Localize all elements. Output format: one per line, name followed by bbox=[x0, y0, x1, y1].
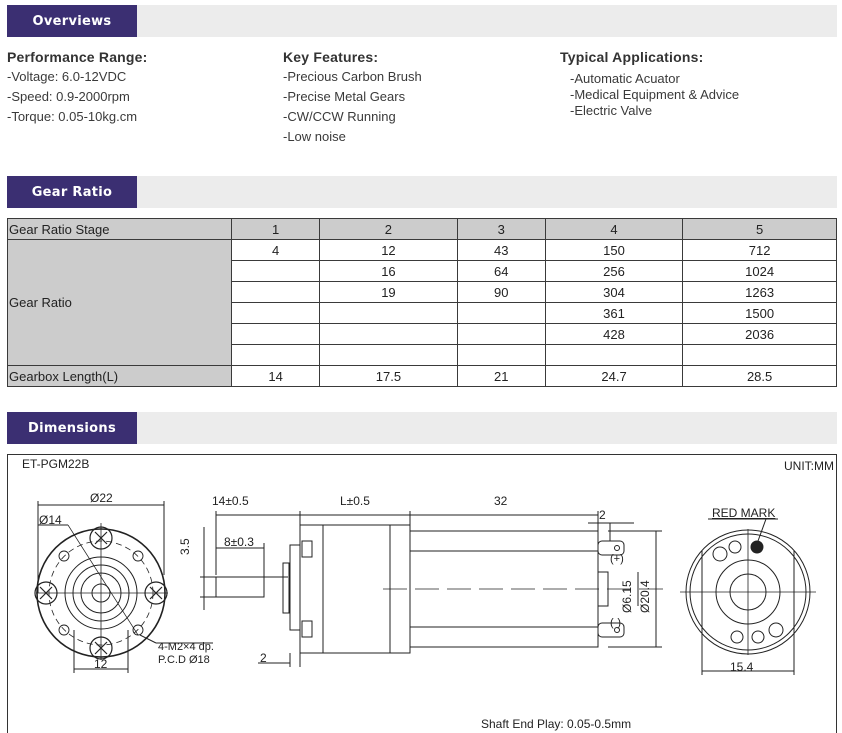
performance-item: -Torque: 0.05-10kg.cm bbox=[7, 109, 138, 124]
table-row bbox=[8, 366, 837, 387]
key-features bbox=[283, 48, 422, 147]
side-view bbox=[200, 511, 668, 667]
ratio-cell bbox=[232, 324, 320, 345]
pcd-note: P.C.D Ø18 bbox=[158, 654, 210, 666]
performance-item: -Voltage: 6.0-12VDC bbox=[7, 69, 127, 84]
application-item: -Electric Valve bbox=[570, 103, 653, 118]
feature-item: -Low noise bbox=[283, 129, 346, 144]
ratio-cell bbox=[320, 324, 457, 345]
feature-item: -Precious Carbon Brush bbox=[283, 69, 422, 84]
screw-note: 4-M2×4 dp. bbox=[158, 641, 214, 653]
performance-title: Performance Range: bbox=[7, 49, 148, 65]
gearbox-length-label: L±0.5 bbox=[340, 494, 370, 508]
ratio-cell: 304 bbox=[545, 282, 682, 303]
dimensions-tab: Dimensions bbox=[7, 412, 137, 444]
shaft-diameter-label bbox=[178, 538, 192, 555]
ratio-cell: 90 bbox=[457, 282, 545, 303]
motor-length-label: 32 bbox=[494, 494, 508, 508]
application-item: -Medical Equipment & Advice bbox=[570, 87, 740, 102]
boss-diameter-label: Ø6.15 bbox=[620, 580, 634, 613]
model-label: ET-PGM22B bbox=[22, 457, 90, 471]
feature-item: -CW/CCW Running bbox=[283, 109, 396, 124]
ratio-cell: 150 bbox=[545, 240, 682, 261]
red-mark-label: RED MARK bbox=[712, 506, 776, 520]
flat-length-label: 8±0.3 bbox=[224, 535, 254, 549]
stage-label: Gear Ratio Stage bbox=[8, 219, 232, 240]
ratio-cell: 712 bbox=[683, 240, 837, 261]
features-title: Key Features: bbox=[283, 49, 379, 65]
feature-item: -Precise Metal Gears bbox=[283, 89, 406, 104]
ratio-cell bbox=[320, 303, 457, 324]
ratio-label: Gear Ratio bbox=[8, 240, 232, 366]
motor-drawing-svg bbox=[8, 455, 838, 733]
ratio-cell: 256 bbox=[545, 261, 682, 282]
stage-cell: 1 bbox=[232, 219, 320, 240]
gear-ratio-section-bar bbox=[7, 176, 837, 208]
ratio-cell bbox=[683, 345, 837, 366]
outer-diameter-label: Ø22 bbox=[90, 491, 113, 505]
ratio-cell: 361 bbox=[545, 303, 682, 324]
table-row bbox=[8, 240, 837, 261]
gear-ratio-tab: Gear Ratio bbox=[7, 176, 137, 208]
ratio-cell: 4 bbox=[232, 240, 320, 261]
ratio-cell bbox=[232, 282, 320, 303]
front-width-label: 12 bbox=[94, 657, 108, 671]
performance-item: -Speed: 0.9-2000rpm bbox=[7, 89, 130, 104]
applications-title: Typical Applications: bbox=[560, 49, 704, 65]
length-cell: 17.5 bbox=[320, 366, 457, 387]
stage-cell: 5 bbox=[683, 219, 837, 240]
overviews-tab: Overviews bbox=[7, 5, 137, 37]
shaft-end-play-note: Shaft End Play: 0.05-0.5mm bbox=[481, 717, 632, 731]
length-label: Gearbox Length(L) bbox=[8, 366, 232, 387]
ratio-cell bbox=[232, 261, 320, 282]
ratio-cell: 19 bbox=[320, 282, 457, 303]
ratio-cell bbox=[457, 303, 545, 324]
motor-diameter-label: Ø20.4 bbox=[638, 580, 652, 613]
shaft-diameter-value: 3.5 bbox=[178, 538, 192, 555]
shaft-length-label: 14±0.5 bbox=[212, 494, 249, 508]
typical-applications bbox=[560, 48, 739, 119]
ratio-cell: 12 bbox=[320, 240, 457, 261]
length-cell: 28.5 bbox=[683, 366, 837, 387]
plus-terminal-label: (+) bbox=[610, 553, 624, 565]
application-item: -Automatic Acuator bbox=[570, 71, 680, 86]
overviews-section-bar bbox=[7, 5, 837, 37]
flange-width-label: 2 bbox=[260, 651, 267, 665]
table-header-row bbox=[8, 219, 837, 240]
ratio-cell bbox=[232, 345, 320, 366]
length-cell: 21 bbox=[457, 366, 545, 387]
length-cell: 14 bbox=[232, 366, 320, 387]
length-cell: 24.7 bbox=[545, 366, 682, 387]
ratio-cell: 64 bbox=[457, 261, 545, 282]
ratio-cell: 2036 bbox=[683, 324, 837, 345]
stage-cell: 2 bbox=[320, 219, 457, 240]
stage-cell: 4 bbox=[545, 219, 682, 240]
ratio-cell: 428 bbox=[545, 324, 682, 345]
ratio-cell: 1500 bbox=[683, 303, 837, 324]
dimension-drawing bbox=[7, 454, 837, 733]
minus-terminal-label: (-) bbox=[610, 617, 621, 629]
ratio-cell bbox=[320, 345, 457, 366]
ratio-cell: 1263 bbox=[683, 282, 837, 303]
dimensions-section-bar bbox=[7, 412, 837, 444]
ratio-cell bbox=[457, 324, 545, 345]
rear-width-label: 15.4 bbox=[730, 660, 754, 674]
ratio-cell bbox=[457, 345, 545, 366]
inner-diameter-label: Ø14 bbox=[39, 513, 62, 527]
unit-label: UNIT:MM bbox=[784, 459, 834, 473]
ratio-cell: 1024 bbox=[683, 261, 837, 282]
ratio-cell: 43 bbox=[457, 240, 545, 261]
gear-ratio-table bbox=[7, 218, 837, 387]
ratio-cell bbox=[232, 303, 320, 324]
ratio-cell: 16 bbox=[320, 261, 457, 282]
ratio-cell bbox=[545, 345, 682, 366]
terminal-width-label: 2 bbox=[599, 508, 606, 522]
performance-range bbox=[7, 48, 148, 127]
rear-view bbox=[680, 519, 816, 675]
stage-cell: 3 bbox=[457, 219, 545, 240]
